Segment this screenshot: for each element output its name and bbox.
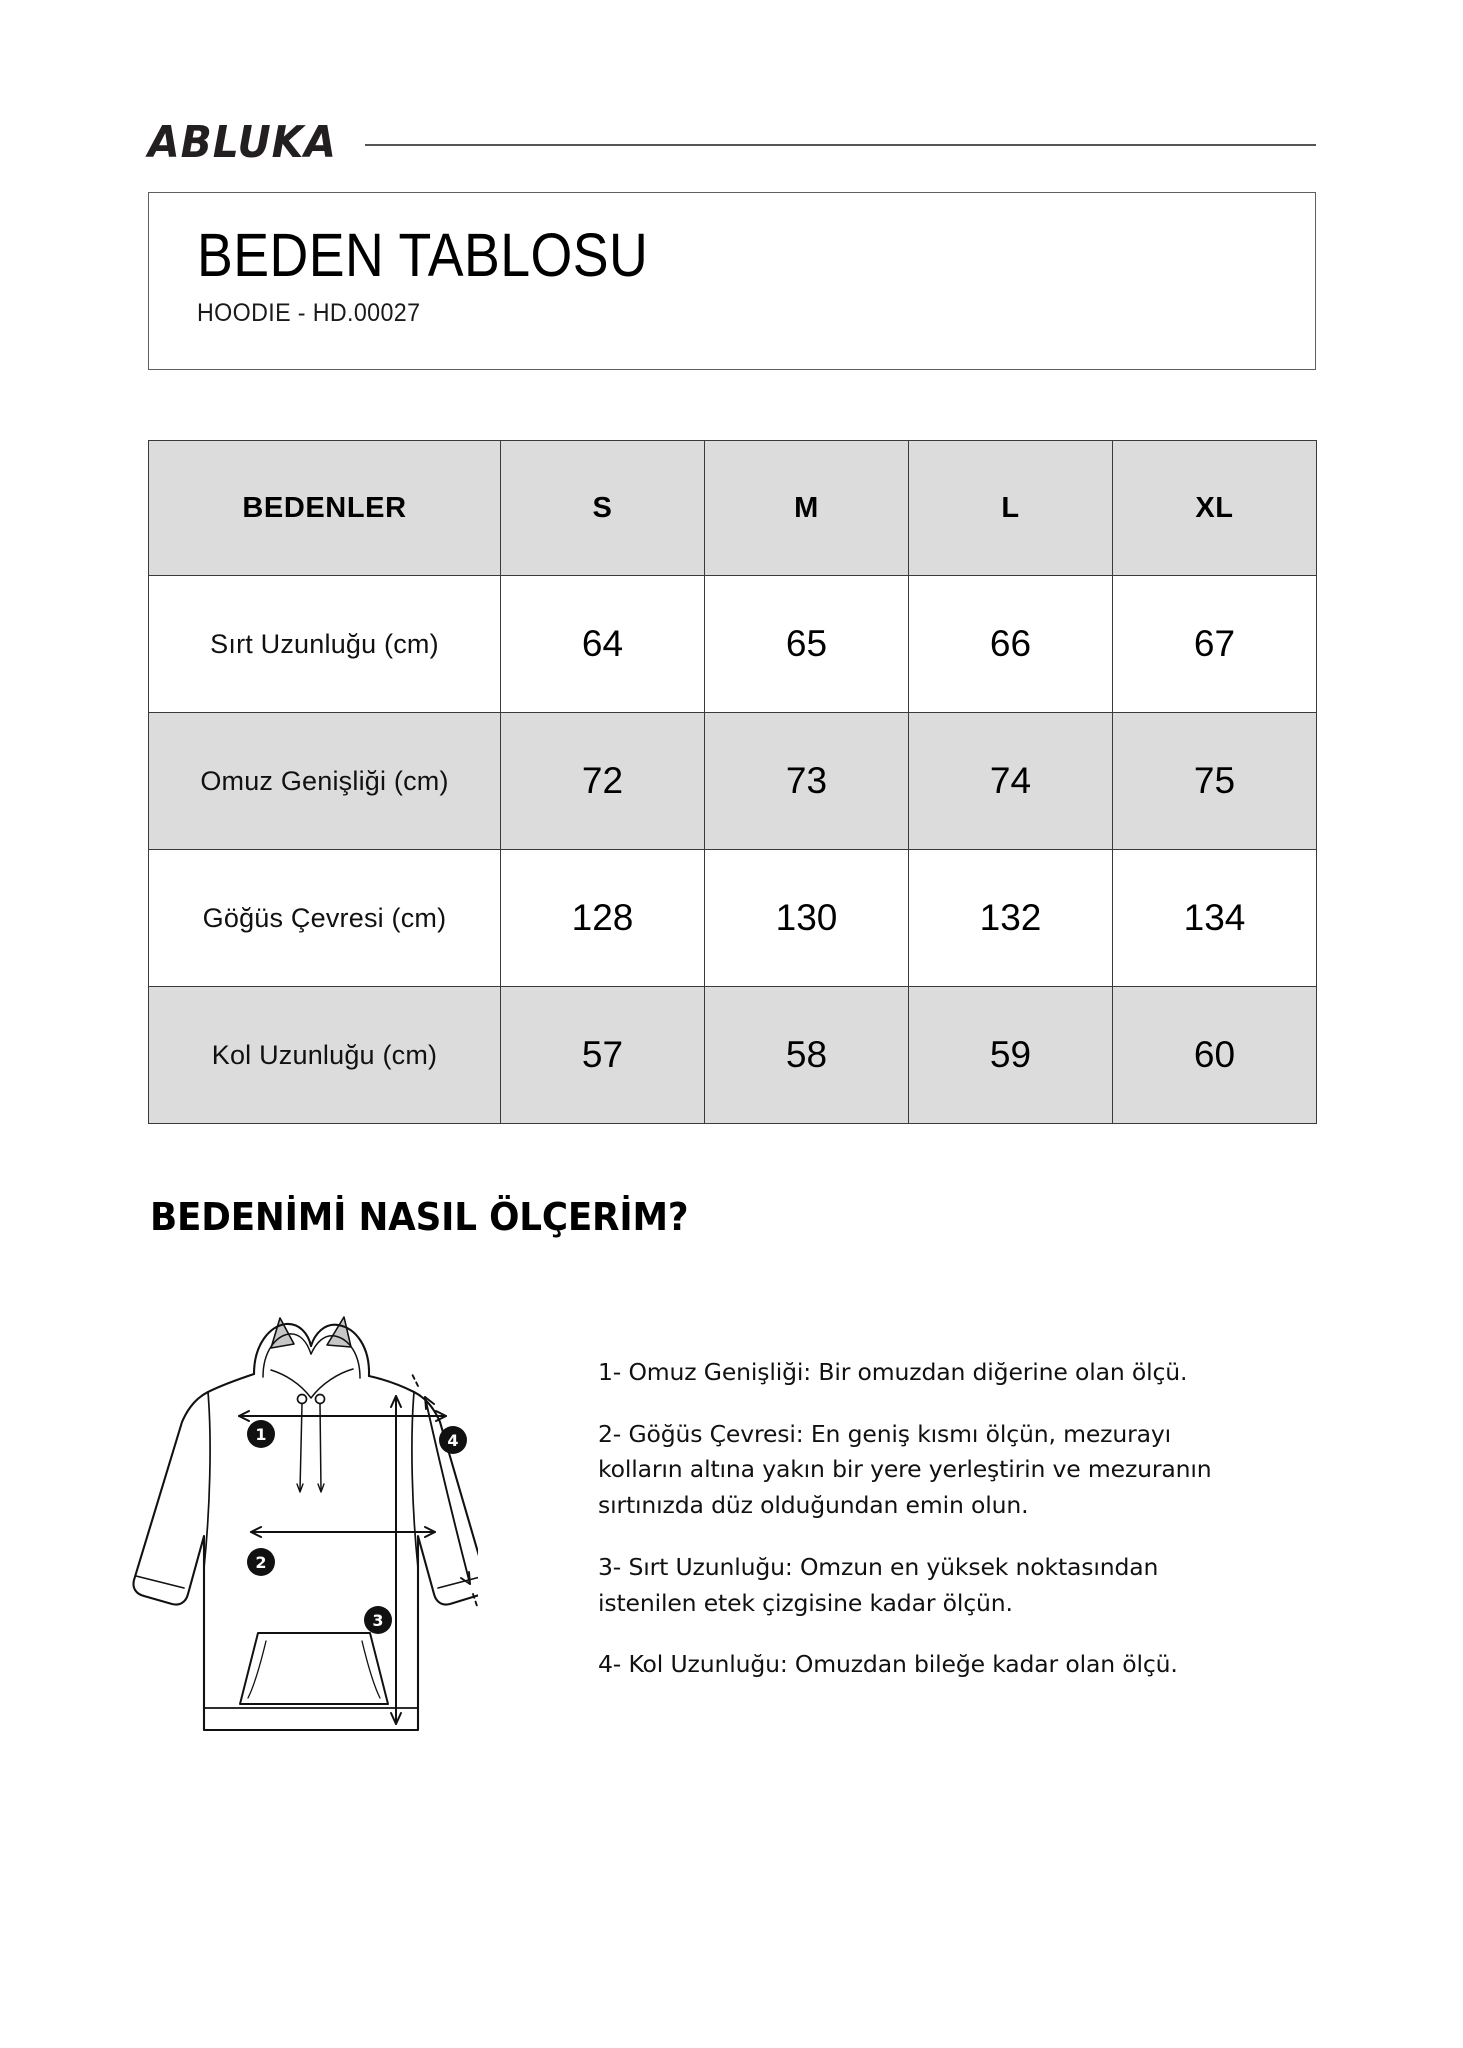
table-row [149,987,1317,1124]
hoodie-diagram [108,1300,478,1750]
kangaroo-pocket [240,1633,388,1704]
diagram-marker-1 [247,1420,275,1448]
row-label-gogus-cevresi: Göğüs Çevresi (cm) [149,850,501,987]
instruction-1: 1- Omuz Genişliği: Bir omuzdan diğerine olan ölçü. [598,1358,1188,1386]
measure-arrow-back-length [391,1396,401,1724]
table-header-row [149,441,1317,576]
diagram-marker-3 [364,1606,392,1634]
cell-kol-uzunlugu-s: 57 [501,987,705,1124]
measure-arrow-shoulder [239,1411,446,1421]
sleeve-guide-top [412,1374,418,1386]
cell-sirt-uzunlugu-l: 66 [909,576,1113,713]
column-header-s: S [501,441,705,576]
table-row [149,576,1317,713]
eyelet-right [316,1395,325,1404]
hood-opening-seam [271,1369,353,1398]
size-table [148,440,1317,1124]
cell-omuz-genisligi-l: 74 [909,713,1113,850]
column-header-xl: XL [1113,441,1317,576]
cell-omuz-genisligi-m: 73 [705,713,909,850]
cell-kol-uzunlugu-m: 58 [705,987,909,1124]
diagram-marker-2 [247,1548,275,1576]
svg-text:4: 4 [447,1431,459,1450]
page-subtitle: HOODIE - HD.00027 [197,299,421,328]
measure-arrow-sleeve-length [412,1374,477,1606]
instruction-2: 2- Göğüs Çevresi: En geniş kısmı ölçün, mezurayı kolların altına yakın bir yere yerleştirin ve mezuranın sırtınızda düz olduğundan emin olun. [598,1419,1212,1520]
cell-kol-uzunlugu-l: 59 [909,987,1113,1124]
instruction-3: 3- Sırt Uzunluğu: Omzun en yüksek noktasından istenilen etek çizgisine kadar ölçün. [598,1552,1159,1617]
cell-omuz-genisligi-s: 72 [501,713,705,850]
table-row [149,850,1317,987]
cell-kol-uzunlugu-xl: 60 [1113,987,1317,1124]
svg-text:1: 1 [255,1425,267,1444]
row-label-kol-uzunlugu: Kol Uzunluğu (cm) [149,987,501,1124]
cell-gogus-cevresi-xl: 134 [1113,850,1317,987]
column-header-bedenler: BEDENLER [149,441,501,576]
header-rule [365,144,1316,146]
diagram-marker-4 [439,1426,467,1454]
row-label-omuz-genisligi: Omuz Genişliği (cm) [149,713,501,850]
cell-sirt-uzunlugu-xl: 67 [1113,576,1317,713]
eyelet-left [298,1395,307,1404]
howto-heading: BEDENİMİ NASIL ÖLÇERİM? [150,1195,689,1239]
pocket-fold-right [362,1641,380,1698]
hood-tip-left [271,1318,294,1348]
cell-gogus-cevresi-s: 128 [501,850,705,987]
svg-text:3: 3 [372,1611,384,1630]
instruction-4: 4- Kol Uzunluğu: Omuzdan bileğe kadar olan ölçü. [598,1650,1178,1679]
row-label-sirt-uzunlugu: Sırt Uzunluğu (cm) [149,576,501,713]
cuff-line-left [136,1576,184,1588]
svg-text:2: 2 [255,1553,267,1572]
cell-gogus-cevresi-m: 130 [705,850,909,987]
hoodie-body-outline [133,1374,478,1730]
measure-arrow-chest [251,1527,435,1537]
cell-omuz-genisligi-xl: 75 [1113,713,1317,850]
table-row [149,713,1317,850]
cell-sirt-uzunlugu-m: 65 [705,576,909,713]
title-box [148,192,1316,370]
column-header-l: L [909,441,1113,576]
column-header-m: M [705,441,909,576]
cell-gogus-cevresi-l: 132 [909,850,1113,987]
abluka-logo: ABLUKA [148,117,337,168]
cell-sirt-uzunlugu-s: 64 [501,576,705,713]
page-title: BEDEN TABLOSU [197,221,649,289]
brand-header [148,117,1316,168]
measurement-instructions [598,1355,1258,1683]
cuff-line-right [438,1576,478,1588]
pocket-fold-left [248,1641,266,1698]
